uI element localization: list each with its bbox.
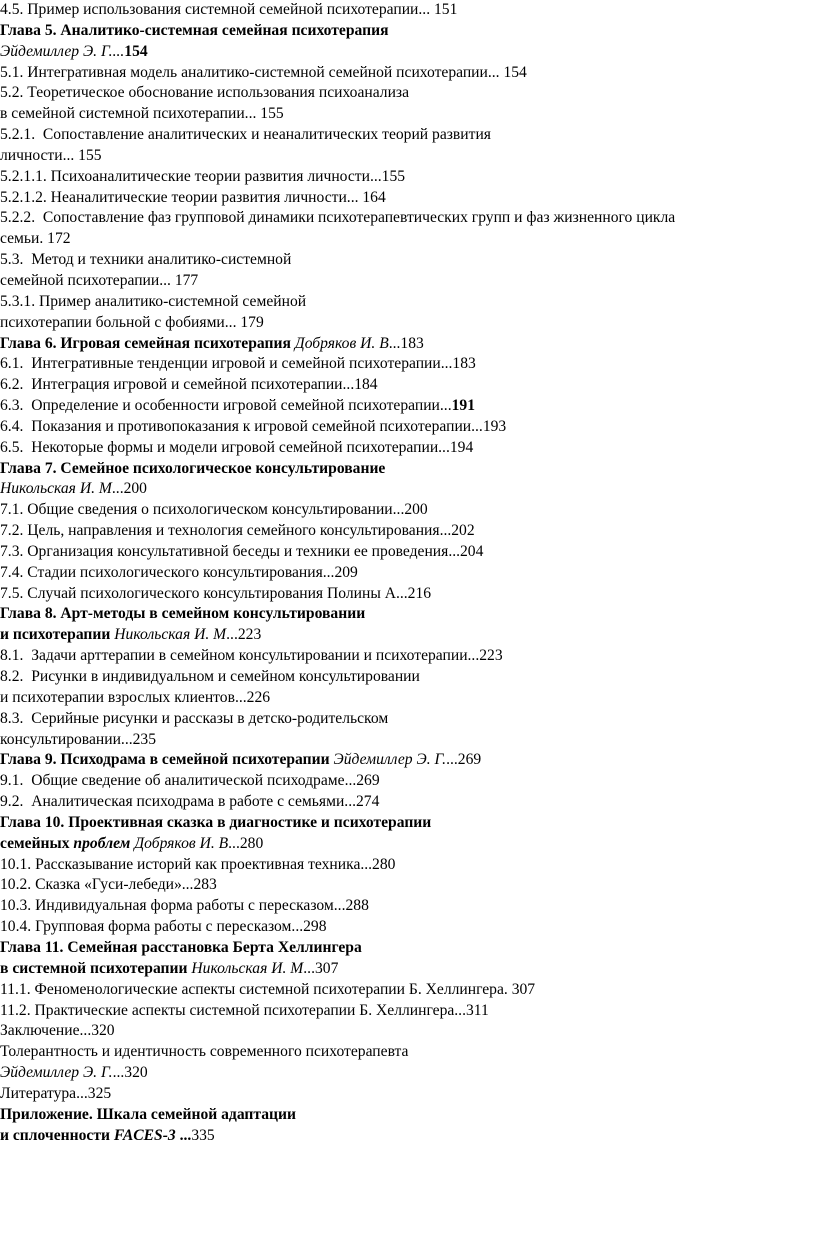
- toc-line: [0, 0, 816, 21]
- toc-text: 5.2.2. Сопоставление фаз групповой динамики психотерапевтических групп и фаз жизненного цикла: [0, 209, 676, 227]
- toc-text: в семейной системной психотерапии... 155: [0, 105, 284, 123]
- toc-line: [0, 688, 816, 709]
- toc-text: 7.5. Случай психологического консультирования Полины А...216: [0, 584, 432, 602]
- toc-text: 9.2. Аналитическая психодрама в работе с семьями...274: [0, 793, 380, 811]
- toc-line: [0, 813, 816, 834]
- toc-text: FACES-3: [113, 1126, 176, 1144]
- toc-text: 9.1. Общие сведение об аналитической психодраме...269: [0, 772, 380, 790]
- toc-line: [0, 771, 816, 792]
- toc-line: [0, 271, 816, 292]
- toc-line: [0, 459, 816, 480]
- toc-text: 10.1. Рассказывание историй как проективная техника...280: [0, 855, 396, 873]
- toc-line: [0, 855, 816, 876]
- toc-line: [0, 334, 816, 355]
- toc-text: 6.5. Некоторые формы и модели игровой семейной психотерапии...194: [0, 438, 474, 456]
- toc-text: 6.1. Интегративные тенденции игровой и семейной психотерапии...183: [0, 355, 476, 373]
- toc-line: [0, 417, 816, 438]
- toc-text: Глава 7. Семейное психологическое консультирование: [0, 459, 386, 477]
- toc-text: 11.1. Феноменологические аспекты системной психотерапии Б. Хеллингера. 307: [0, 980, 536, 998]
- toc-text: 4.5. Пример использования системной семейной психотерапии... 151: [0, 1, 458, 18]
- toc-line: [0, 188, 816, 209]
- toc-text: ...307: [303, 959, 339, 977]
- toc-text: семьи. 172: [0, 230, 71, 248]
- toc-line: [0, 980, 816, 1001]
- toc-text: Литература...325: [0, 1084, 112, 1102]
- toc-text: и сплоченности: [0, 1126, 114, 1144]
- toc-text: 10.3. Индивидуальная форма работы с пересказом...288: [0, 897, 369, 915]
- toc-text: ...269: [446, 751, 482, 769]
- toc-text: 8.3. Серийные рисунки и рассказы в детско-родительском: [0, 709, 389, 727]
- toc-text: 5.2.1.2. Неаналитические теории развития личности... 164: [0, 188, 386, 206]
- toc-line: [0, 709, 816, 730]
- toc-text: 8.2. Рисунки в индивидуальном и семейном консультировании: [0, 668, 420, 685]
- toc-text: Эйдемиллер Э. Г.: [0, 1064, 113, 1082]
- toc-text: семейных: [0, 834, 74, 852]
- toc-line: [0, 646, 816, 667]
- toc-line: [0, 542, 816, 563]
- toc-text: 7.1. Общие сведения о психологическом консультировании...200: [0, 501, 428, 519]
- toc-text: 7.2. Цель, направления и технология семейного консультирования...202: [0, 522, 475, 540]
- toc-line: [0, 208, 816, 229]
- toc-line: [0, 104, 816, 125]
- toc-text: 154: [124, 42, 148, 60]
- toc-text: 7.3. Организация консультативной беседы и техники ее проведения...204: [0, 542, 484, 560]
- toc-text: Никольская И. М: [110, 626, 227, 644]
- toc-text: 6.4. Показания и противопоказания к игровой семейной психотерапии...193: [0, 417, 507, 435]
- toc-text: ...223: [226, 626, 262, 644]
- toc-text: Глава 11. Семейная расстановка Берта Хеллингера: [0, 938, 362, 956]
- toc-text: и психотерапии взрослых клиентов...226: [0, 688, 271, 706]
- toc-line: [0, 292, 816, 313]
- toc-text: 5.3.1. Пример аналитико-системной семейной: [0, 292, 307, 310]
- toc-line: [0, 396, 816, 417]
- toc-text: 10.2. Сказка «Гуси-лебеди»...283: [0, 876, 217, 894]
- toc-line: [0, 250, 816, 271]
- toc-line: [0, 375, 816, 396]
- toc-line: [0, 625, 816, 646]
- toc-line: [0, 1126, 816, 1147]
- toc-line: [0, 1084, 816, 1105]
- toc-line: [0, 584, 816, 605]
- toc-line: [0, 1001, 816, 1022]
- toc-line: [0, 875, 816, 896]
- toc-text: Глава 10. Проективная сказка в диагностике и психотерапии: [0, 813, 432, 831]
- toc-line: [0, 750, 816, 771]
- toc-text: семейной психотерапии... 177: [0, 271, 199, 289]
- toc-text: Приложение. Шкала семейной адаптации: [0, 1105, 296, 1123]
- toc-line: [0, 125, 816, 146]
- toc-line: [0, 229, 816, 250]
- toc-line: [0, 21, 816, 42]
- toc-text: ...183: [388, 334, 424, 352]
- toc-text: 10.4. Групповая форма работы с пересказом...298: [0, 918, 327, 936]
- toc-text: ...: [175, 1126, 192, 1144]
- toc-text: 6.3. Определение и особенности игровой семейной психотерапии...: [0, 397, 452, 415]
- toc-line: [0, 313, 816, 334]
- toc-text: Эйдемиллер Э. Г.: [0, 42, 113, 60]
- toc-text: 5.3. Метод и техники аналитико-системной: [0, 251, 292, 269]
- toc-text: Добряков И. В: [290, 334, 389, 352]
- toc-line: [0, 1042, 816, 1063]
- toc-text: личности... 155: [0, 146, 102, 164]
- toc-line: [0, 1063, 816, 1084]
- toc-line: [0, 896, 816, 917]
- toc-text: Глава 6. Игровая семейная психотерапия: [0, 334, 291, 352]
- toc-text: ...: [112, 42, 125, 60]
- toc-line: [0, 521, 816, 542]
- toc-line: [0, 438, 816, 459]
- toc-line: [0, 83, 816, 104]
- toc-text: Никольская И. М: [0, 480, 112, 498]
- toc-line: [0, 167, 816, 188]
- toc-text: ...200: [111, 480, 147, 498]
- toc-text: 5.1. Интегративная модель аналитико-системной семейной психотерапии... 154: [0, 63, 527, 81]
- toc-text: ...320: [112, 1064, 148, 1082]
- toc-line: [0, 1021, 816, 1042]
- toc-line: [0, 500, 816, 521]
- toc-line: [0, 63, 816, 84]
- toc-text: Добряков И. В: [130, 834, 229, 852]
- toc-text: 5.2.1.1. Психоаналитические теории развития личности...155: [0, 167, 406, 185]
- toc-line: [0, 604, 816, 625]
- toc-text: 335: [191, 1126, 215, 1144]
- toc-text: Заключение...320: [0, 1022, 115, 1040]
- toc-text: Глава 5. Аналитико-системная семейная психотерапия: [0, 21, 389, 39]
- toc-text: 11.2. Практические аспекты системной психотерапии Б. Хеллингера...311: [0, 1001, 489, 1019]
- toc-text: Эйдемиллер Э. Г.: [329, 751, 447, 769]
- toc-text: и психотерапии: [0, 626, 111, 644]
- toc-line: [0, 479, 816, 500]
- toc-text: 5.2. Теоретическое обоснование использования психоанализа: [0, 84, 409, 102]
- toc-line: [0, 667, 816, 688]
- toc-text: Глава 8. Арт-методы в семейном консультировании: [0, 605, 366, 623]
- toc-text: 8.1. Задачи арттерапии в семейном консультировании и психотерапии...223: [0, 647, 503, 665]
- toc-line: [0, 792, 816, 813]
- toc-line: [0, 730, 816, 751]
- toc-line: [0, 42, 816, 63]
- toc-text: Глава 9. Психодрама в семейной психотерапии: [0, 751, 330, 769]
- toc-text: в системной психотерапии: [0, 959, 188, 977]
- toc-line: [0, 959, 816, 980]
- toc-line: [0, 354, 816, 375]
- toc-line: [0, 834, 816, 855]
- toc-text: 7.4. Стадии психологического консультирования...209: [0, 563, 358, 581]
- toc-line: [0, 563, 816, 584]
- toc-text: психотерапии больной с фобиями... 179: [0, 313, 264, 331]
- toc-text: проблем: [73, 834, 131, 852]
- toc-text: 5.2.1. Сопоставление аналитических и неаналитических теорий развития: [0, 126, 491, 144]
- toc-text: 6.2. Интеграция игровой и семейной психотерапии...184: [0, 376, 378, 394]
- toc-text: Никольская И. М: [187, 959, 304, 977]
- toc-line: [0, 938, 816, 959]
- toc-line: [0, 917, 816, 938]
- toc-line: [0, 1105, 816, 1126]
- toc-text: 191: [451, 397, 475, 415]
- toc-text: консультировании...235: [0, 730, 157, 748]
- toc-text: Толерантность и идентичность современного психотерапевта: [0, 1043, 409, 1061]
- toc-text: ...280: [228, 834, 264, 852]
- toc-line: [0, 146, 816, 167]
